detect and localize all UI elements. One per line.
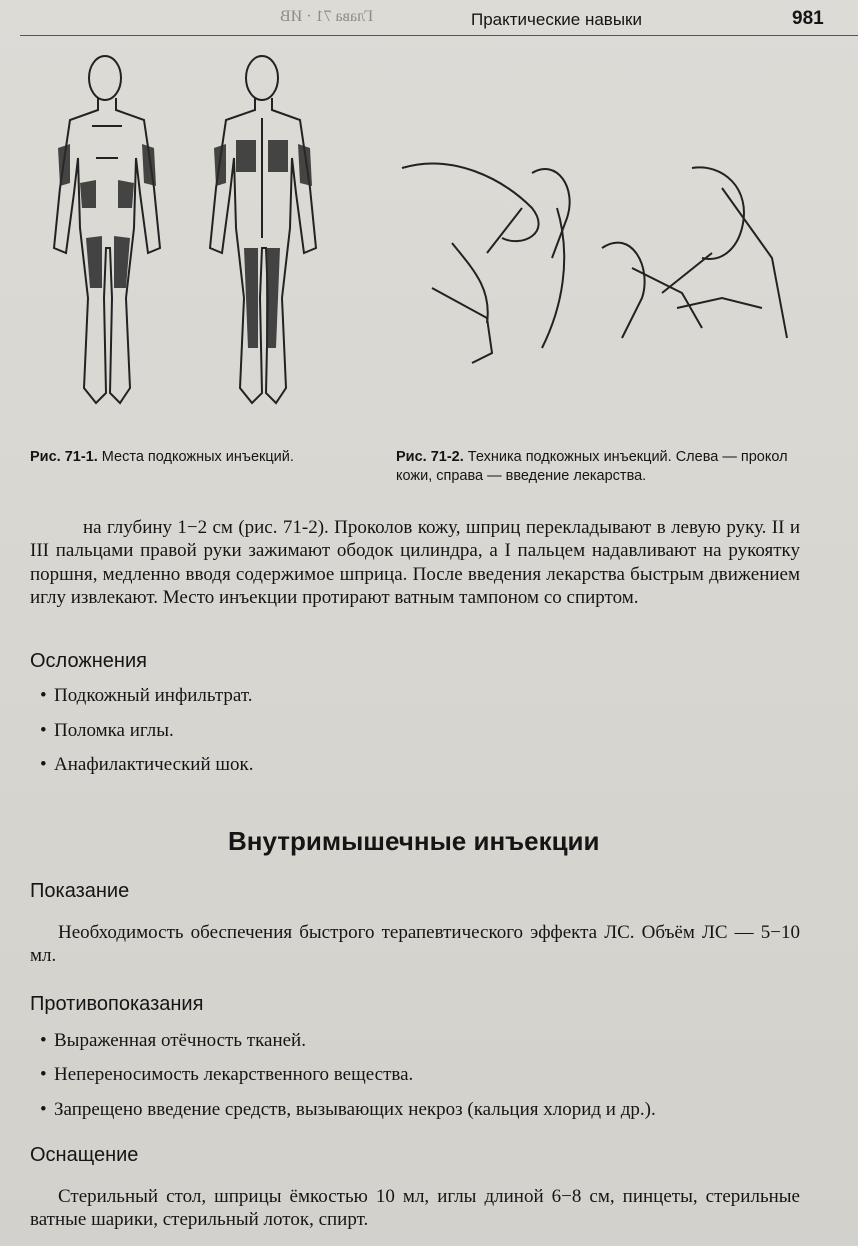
figure2-label: Рис. 71-2. [396, 449, 464, 465]
bullet-icon: • [40, 754, 47, 775]
indication-text: Необходимость обеспечения быстрого терапевтического эффекта ЛС. Объём ЛС — 5−10 мл. [30, 922, 800, 967]
complications-heading: Осложнения [30, 650, 147, 672]
list-item: • Поломка иглы. [40, 720, 174, 741]
list-item: • Подкожный инфильтрат. [40, 685, 253, 706]
list-item: • Непереносимость лекарственного вещества. [40, 1064, 414, 1085]
bullet-icon: • [40, 1099, 47, 1120]
bullet-icon: • [40, 1064, 47, 1085]
figure-injection-technique [392, 148, 792, 373]
bullet-icon: • [40, 720, 47, 741]
section-title: Практические навыки [471, 10, 642, 29]
figure1-label: Рис. 71-1. [30, 449, 98, 465]
bullet-icon: • [40, 685, 47, 706]
list-item: • Запрещено введение средств, вызывающих некроз (кальция хлорид и др.). [40, 1099, 656, 1120]
bleed-through-decoration: Глава 71 · ИВ [280, 8, 374, 25]
figure-injection-sites [30, 48, 340, 418]
figure1-caption-text: Места подкожных инъекций. [97, 449, 294, 465]
figure2-caption [396, 448, 796, 486]
procedure-paragraph: на глубину 1−2 см (рис. 71-2). Проколов кожу, шприц перекладывают в левую руку. II и III пальцами правой руки зажимают ободок цилиндра, а I пальцем надавливают на рукоятку поршня, медленно вводя содержимое шприца. После введения лекарства быстрым движением иглу извлекают. Место инъекции протирают ватным тампоном со спиртом. [30, 517, 800, 608]
equipment-text: Стерильный стол, шприцы ёмкостью 10 мл, иглы длиной 6−8 см, пинцеты, стерильные ватные шарики, стерильный лоток, спирт. [30, 1186, 800, 1231]
figure1-caption [30, 448, 370, 467]
indication-heading: Показание [30, 880, 130, 902]
page-header [0, 4, 858, 34]
page-title: Внутримышечные инъекции [228, 826, 600, 856]
page-number: 981 [792, 8, 824, 29]
list-item: • Анафилактический шок. [40, 754, 254, 775]
contraindications-heading: Противопоказания [30, 993, 204, 1015]
list-item: • Выраженная отёчность тканей. [40, 1030, 306, 1051]
bullet-icon: • [40, 1030, 47, 1051]
header-rule [20, 35, 858, 36]
equipment-heading: Оснащение [30, 1144, 139, 1166]
figure2-caption-text: Техника подкожных инъекций. Слева — прокол кожи, справа — введение лекарства. [396, 449, 788, 484]
